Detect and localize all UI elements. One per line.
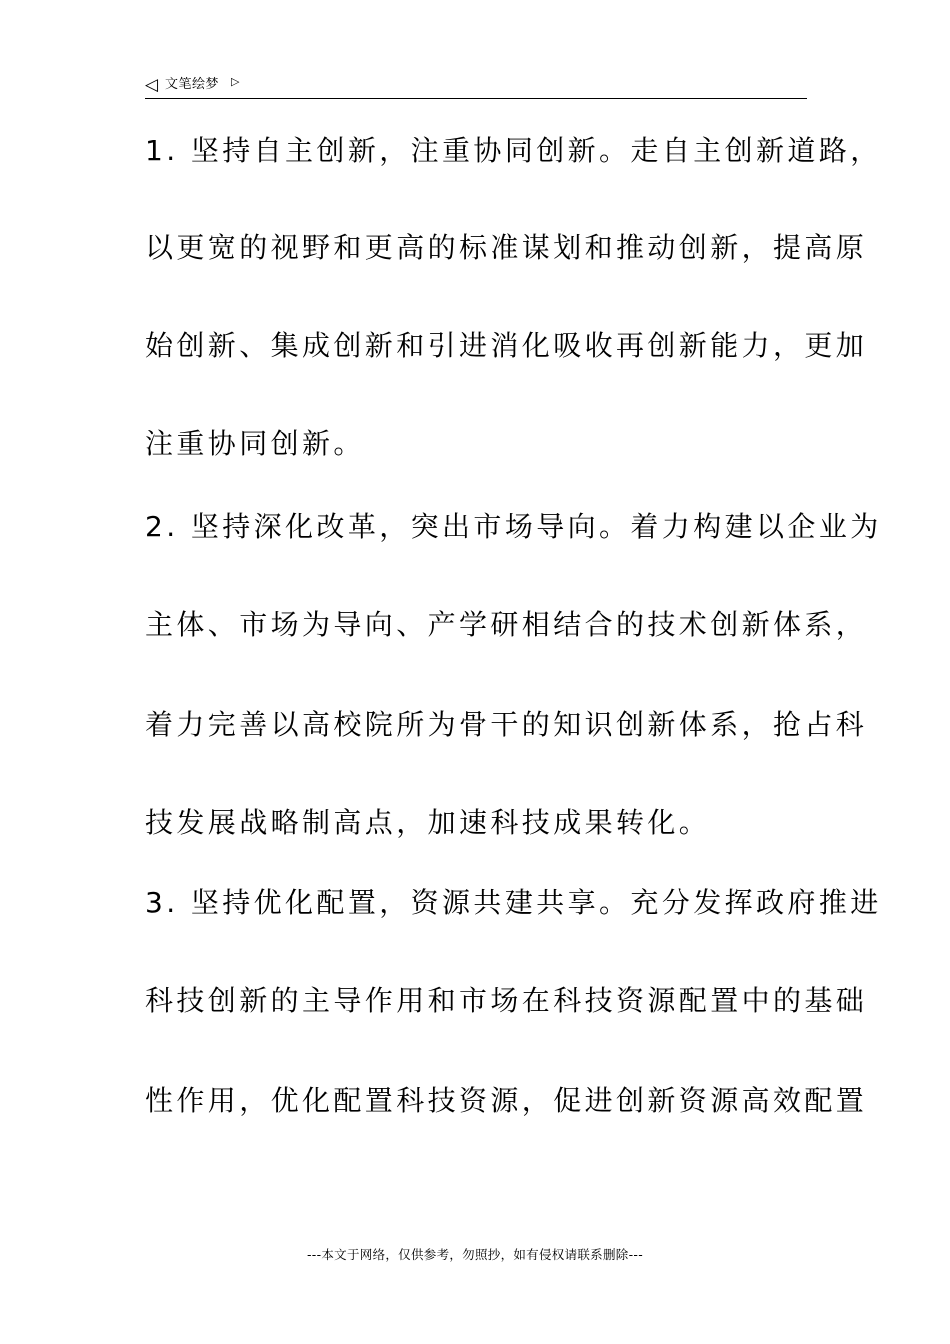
- body-line: 主体、市场为导向、产学研相结合的技术创新体系，: [145, 608, 868, 641]
- right-triangle-icon: ▷: [231, 75, 240, 88]
- body-line: 1. 坚持自主创新，注重协同创新。走自主创新道路，: [145, 134, 882, 167]
- page-header: [145, 74, 807, 99]
- header-title: 文笔绘梦: [165, 77, 220, 92]
- body-line: 注重协同创新。: [145, 427, 365, 460]
- body-line: 科技创新的主导作用和市场在科技资源配置中的基础: [145, 984, 868, 1017]
- body-line: 性作用，优化配置科技资源，促进创新资源高效配置: [145, 1084, 868, 1117]
- body-line: 着力完善以高校院所为骨干的知识创新体系，抢占科: [145, 708, 868, 741]
- body-line: 2. 坚持深化改革，突出市场导向。着力构建以企业为: [145, 510, 882, 543]
- footer-disclaimer: ---本文于网络，仅供参考，勿照抄，如有侵权请联系删除---: [306, 1247, 644, 1262]
- left-triangle-icon: ◁: [145, 75, 159, 95]
- body-line: 技发展战略制高点，加速科技成果转化。: [145, 806, 711, 839]
- body-line: 始创新、集成创新和引进消化吸收再创新能力，更加: [145, 329, 868, 362]
- body-line: 3. 坚持优化配置，资源共建共享。充分发挥政府推进: [145, 886, 882, 919]
- body-line: 以更宽的视野和更高的标准谋划和推动创新，提高原: [145, 231, 868, 264]
